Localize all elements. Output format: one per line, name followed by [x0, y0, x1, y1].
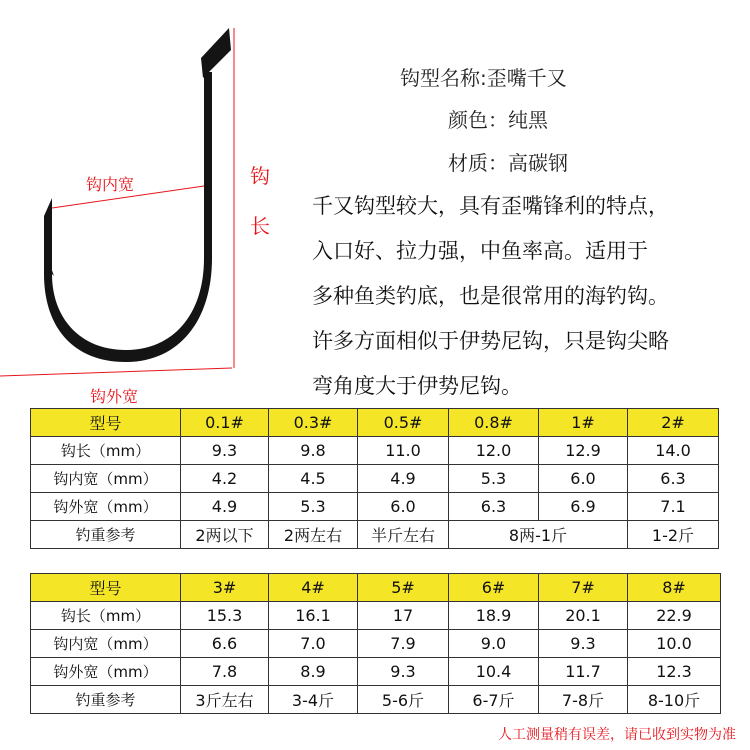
table-cell: 4.5	[269, 465, 358, 493]
header-cell: 8#	[628, 574, 721, 602]
table-cell: 2两左右	[269, 521, 358, 549]
table-cell: 12.3	[628, 658, 721, 686]
table-cell: 6.3	[628, 465, 719, 493]
table-cell: 7.1	[628, 493, 719, 521]
table-row	[31, 658, 721, 686]
table-cell: 4.9	[358, 465, 449, 493]
table-cell: 6.6	[181, 630, 269, 658]
table-cell: 9.3	[181, 437, 269, 465]
table-row	[31, 493, 719, 521]
hook-eye	[201, 28, 231, 78]
outer-width-line	[0, 368, 232, 376]
table-cell: 6.0	[358, 493, 449, 521]
table-cell: 22.9	[628, 602, 721, 630]
description-line-3: 多种鱼类钓底，也是很常用的海钓钩。	[312, 284, 669, 308]
table-row-weight	[31, 521, 719, 549]
table-cell: 7.0	[269, 630, 358, 658]
table-cell: 18.9	[449, 602, 539, 630]
table-cell: 6.3	[449, 493, 539, 521]
fishing-hook-diagram	[0, 0, 300, 410]
row-label: 钩内宽（mm）	[31, 630, 181, 658]
description-line-4: 许多方面相似于伊势尼钩，只是钩尖略	[312, 329, 669, 353]
header-cell: 1#	[539, 409, 628, 437]
table-cell: 11.0	[358, 437, 449, 465]
table-cell: 4.2	[181, 465, 269, 493]
row-label: 钩内宽（mm）	[31, 465, 181, 493]
table-cell: 5.3	[449, 465, 539, 493]
header-cell: 5#	[358, 574, 449, 602]
table-cell: 16.1	[269, 602, 358, 630]
outer-width-label: 钩外宽	[90, 387, 139, 406]
table-cell: 8-10斤	[628, 686, 721, 714]
header-cell: 0.5#	[358, 409, 449, 437]
row-label: 钩外宽（mm）	[31, 493, 181, 521]
row-label: 钩长（mm）	[31, 437, 181, 465]
measurement-notice: 人工测量稍有误差，请已收到实物为准	[498, 727, 736, 743]
table-cell: 15.3	[181, 602, 269, 630]
table-cell: 6-7斤	[449, 686, 539, 714]
table-cell: 3斤左右	[181, 686, 269, 714]
table-cell: 12.9	[539, 437, 628, 465]
header-cell: 型号	[31, 409, 181, 437]
description-line-5: 弯角度大于伊势尼钩。	[312, 374, 522, 398]
table-cell: 5-6斤	[358, 686, 449, 714]
header-cell: 2#	[628, 409, 719, 437]
hook-material: 材质：高碳钢	[448, 151, 568, 175]
table-row	[31, 602, 721, 630]
row-label: 钩长（mm）	[31, 602, 181, 630]
header-cell: 6#	[449, 574, 539, 602]
table-cell: 17	[358, 602, 449, 630]
fishing-hook-shape	[44, 72, 212, 362]
inner-width-label: 钩内宽	[86, 175, 135, 194]
table-cell: 11.7	[539, 658, 628, 686]
row-label: 钓重参考	[31, 521, 181, 549]
table-cell: 1-2斤	[628, 521, 719, 549]
table-cell: 7.8	[181, 658, 269, 686]
length-label-bottom: 长	[250, 214, 270, 238]
table-cell: 9.8	[269, 437, 358, 465]
table-cell: 半斤左右	[358, 521, 449, 549]
table-row	[31, 465, 719, 493]
header-cell: 0.1#	[181, 409, 269, 437]
length-label-top: 钩	[250, 164, 270, 188]
hook-color: 颜色：纯黑	[448, 108, 548, 132]
table-cell: 8.9	[269, 658, 358, 686]
table-row	[31, 437, 719, 465]
header-cell: 4#	[269, 574, 358, 602]
table-cell: 3-4斤	[269, 686, 358, 714]
table-cell: 2两以下	[181, 521, 269, 549]
header-cell: 7#	[539, 574, 628, 602]
size-table-2	[30, 573, 721, 714]
description-line-2: 入口好、拉力强，中鱼率高。适用于	[312, 239, 648, 263]
header-cell: 0.8#	[449, 409, 539, 437]
table-cell: 6.9	[539, 493, 628, 521]
table-cell: 9.3	[539, 630, 628, 658]
table-cell: 9.0	[449, 630, 539, 658]
table-row	[31, 630, 721, 658]
table-cell: 7.9	[358, 630, 449, 658]
header-cell: 型号	[31, 574, 181, 602]
table-cell: 4.9	[181, 493, 269, 521]
table-cell: 7-8斤	[539, 686, 628, 714]
row-label: 钩外宽（mm）	[31, 658, 181, 686]
table-cell: 5.3	[269, 493, 358, 521]
header-cell: 3#	[181, 574, 269, 602]
table-header-row	[31, 409, 719, 437]
table-cell-merged: 8两-1斤	[449, 521, 628, 549]
table-cell: 12.0	[449, 437, 539, 465]
description-line-1: 千又钩型较大，具有歪嘴锋利的特点，	[312, 194, 669, 218]
table-cell: 20.1	[539, 602, 628, 630]
table-cell: 10.0	[628, 630, 721, 658]
table-cell: 10.4	[449, 658, 539, 686]
header-cell: 0.3#	[269, 409, 358, 437]
table-cell: 9.3	[358, 658, 449, 686]
hook-type-name: 钩型名称:歪嘴千又	[400, 66, 567, 90]
table-cell: 6.0	[539, 465, 628, 493]
table-cell: 14.0	[628, 437, 719, 465]
row-label: 钓重参考	[31, 686, 181, 714]
table-row-weight	[31, 686, 721, 714]
size-table-1	[30, 408, 719, 549]
table-header-row	[31, 574, 721, 602]
